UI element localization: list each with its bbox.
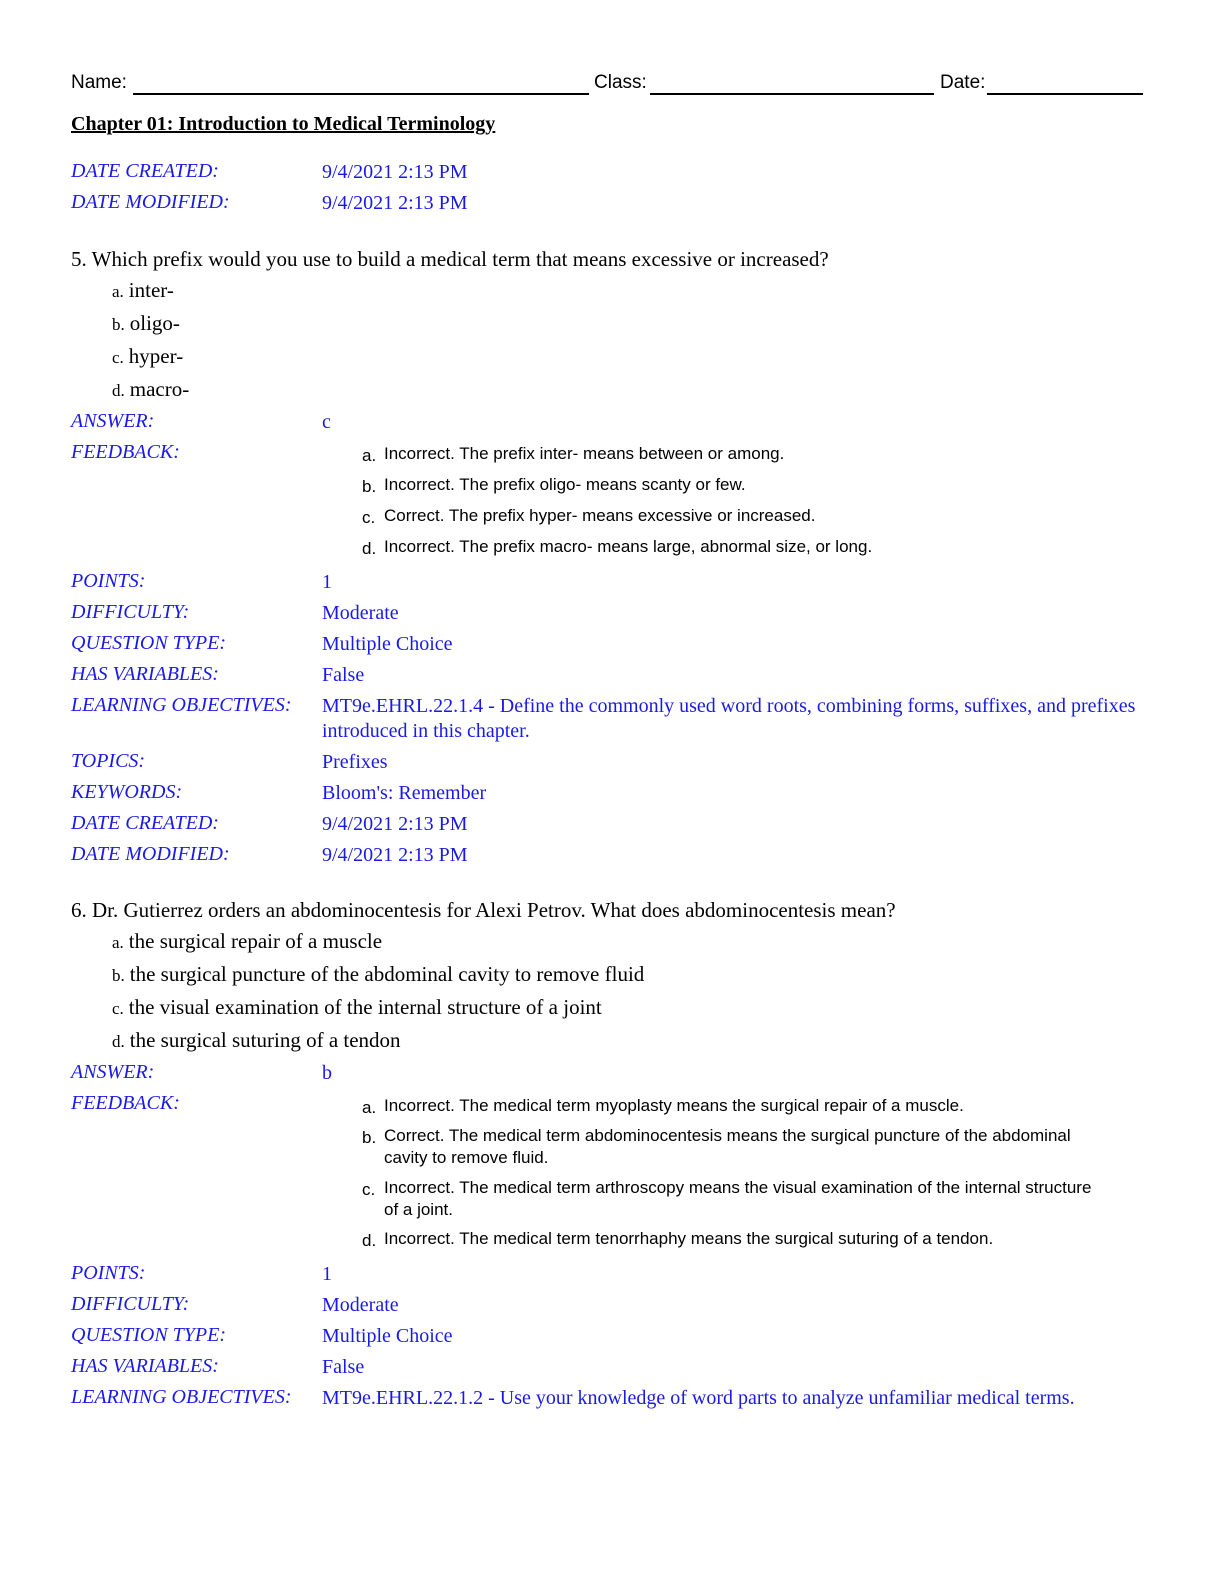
meta-label: KEYWORDS: [71,781,183,803]
choice-text: hyper- [128,344,184,368]
meta-value: Moderate [322,1294,399,1316]
meta-label: LEARNING OBJECTIVES: [71,694,292,716]
choice-text: oligo- [129,311,180,335]
meta-label: POINTS: [71,570,146,592]
meta-label: LEARNING OBJECTIVES: [71,1386,292,1408]
meta-label: TOPICS: [71,750,146,772]
answer-choice [112,344,183,369]
meta-label: DATE CREATED: [71,160,219,182]
meta-value: MT9e.EHRL.22.1.2 - Use your knowledge of word parts to analyze unfamiliar medical terms. [322,1387,1075,1409]
chapter-title: Chapter 01: Introduction to Medical Terminology [71,113,496,135]
feedback-letter: a. [362,1098,377,1117]
feedback-label: FEEDBACK: [71,1092,180,1114]
choice-letter: a. [112,282,124,301]
answer-value: c [322,411,331,433]
name-label: Name: [71,72,127,93]
choice-text: the surgical puncture of the abdominal cavity to remove fluid [129,962,645,986]
feedback-label: FEEDBACK: [71,441,180,463]
meta-value: 9/4/2021 2:13 PM [322,813,468,835]
meta-value: False [322,1356,365,1378]
meta-value: MT9e.EHRL.22.1.4 - Define the commonly used word roots, combining forms, suffixes, and prefixes introduced in this chapter. [322,695,1136,742]
name-blank-line [133,93,589,95]
choice-text: macro- [129,377,190,401]
feedback-letter: b. [362,477,377,496]
choice-text: the visual examination of the internal structure of a joint [128,995,602,1019]
choice-letter: c. [112,348,124,367]
meta-label: DIFFICULTY: [71,1293,190,1315]
question-stem: 5. Which prefix would you use to build a medical term that means excessive or increased? [71,247,829,271]
class-label: Class: [594,72,647,93]
meta-value: 1 [322,571,332,593]
choice-letter: c. [112,999,124,1018]
meta-value: Bloom's: Remember [322,782,487,804]
feedback-text: Incorrect. The medical term myoplasty means the surgical repair of a muscle. [384,1096,964,1115]
meta-label: DATE MODIFIED: [71,191,230,213]
meta-label: DATE MODIFIED: [71,843,230,865]
answer-choice [112,377,189,402]
feedback-letter: a. [362,446,377,465]
class-blank-line [650,93,934,95]
meta-label: QUESTION TYPE: [71,1324,227,1346]
meta-label: DIFFICULTY: [71,601,190,623]
meta-label: HAS VARIABLES: [71,663,219,685]
meta-value: Multiple Choice [322,633,453,655]
meta-value: Moderate [322,602,399,624]
answer-choice [112,311,180,336]
answer-choice [112,995,602,1020]
meta-value: 9/4/2021 2:13 PM [322,844,468,866]
meta-label: POINTS: [71,1262,146,1284]
meta-label: QUESTION TYPE: [71,632,227,654]
feedback-text: Incorrect. The medical term tenorrhaphy means the surgical suturing of a tendon. [384,1229,994,1248]
choice-text: the surgical suturing of a tendon [129,1028,401,1052]
date-label: Date: [940,72,986,93]
meta-label: HAS VARIABLES: [71,1355,219,1377]
choice-letter: d. [112,381,125,400]
feedback-letter: d. [362,539,377,558]
meta-value: 9/4/2021 2:13 PM [322,192,468,214]
choice-letter: d. [112,1032,125,1051]
answer-value: b [322,1062,332,1084]
answer-label: ANSWER: [71,410,155,432]
feedback-text: Incorrect. The prefix inter- means between or among. [384,444,785,463]
meta-value: False [322,664,365,686]
feedback-letter: c. [362,1180,376,1199]
answer-choice [112,278,174,303]
meta-value: Multiple Choice [322,1325,453,1347]
feedback-text: Correct. The prefix hyper- means excessive or increased. [384,506,816,525]
meta-value: Prefixes [322,751,388,773]
choice-letter: b. [112,315,125,334]
meta-value: 9/4/2021 2:13 PM [322,161,468,183]
student-info-header [71,72,1143,98]
feedback-text: Incorrect. The prefix oligo- means scanty or few. [384,475,746,494]
feedback-text: Incorrect. The medical term arthroscopy means the visual examination of the internal structure of a joint. [384,1178,1092,1219]
feedback-letter: d. [362,1231,377,1250]
feedback-letter: b. [362,1128,377,1147]
feedback-text: Correct. The medical term abdominocentesis means the surgical puncture of the abdominal cavity to remove fluid. [384,1126,1071,1167]
answer-label: ANSWER: [71,1061,155,1083]
feedback-text: Incorrect. The prefix macro- means large, abnormal size, or long. [384,537,873,556]
answer-choice [112,929,382,954]
answer-choice [112,962,644,987]
question-stem: 6. Dr. Gutierrez orders an abdominocentesis for Alexi Petrov. What does abdominocentesis mean? [71,898,896,922]
choice-text: the surgical repair of a muscle [128,929,383,953]
date-blank-line [987,93,1143,95]
choice-letter: a. [112,933,124,952]
meta-value: 1 [322,1263,332,1285]
choice-letter: b. [112,966,125,985]
answer-choice [112,1028,401,1053]
meta-label: DATE CREATED: [71,812,219,834]
feedback-letter: c. [362,508,376,527]
choice-text: inter- [128,278,174,302]
